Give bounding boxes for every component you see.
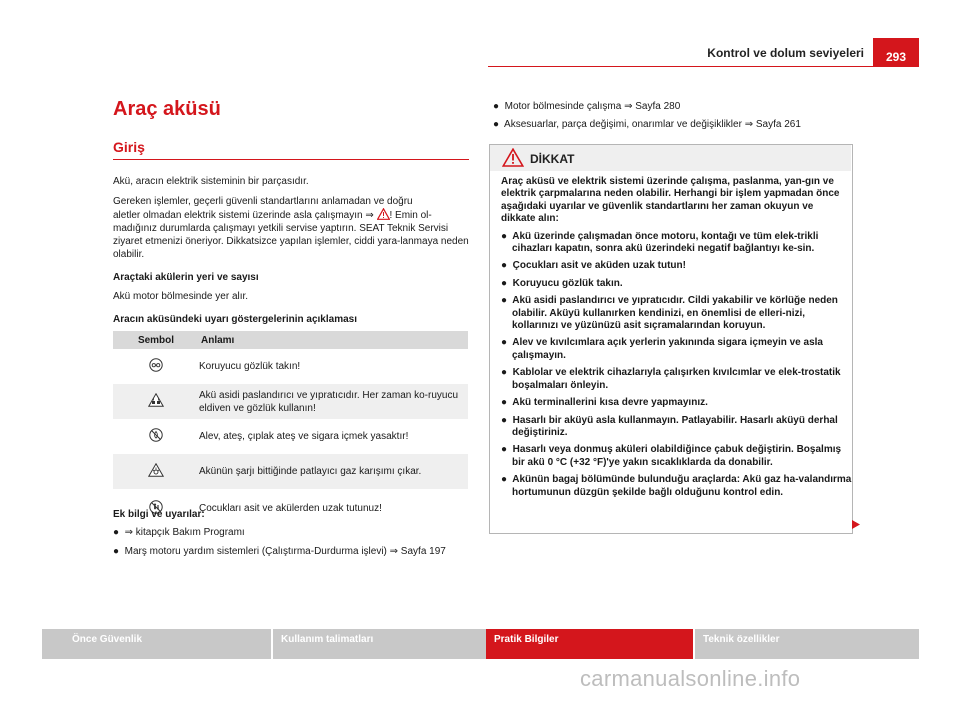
footer-tab-practical[interactable] [486, 629, 693, 659]
continue-arrow-icon [852, 520, 860, 529]
location-heading: Araçtaki akülerin yeri ve sayısı [113, 272, 259, 283]
reference-item-text[interactable]: Motor bölmesinde çalışma ⇒ Sayfa 280 [504, 101, 681, 112]
meaning-cell: Alev, ateş, çıplak ateş ve sigara içmek yasaktır! [199, 431, 409, 442]
footer-tab-label: Teknik özellikler [703, 634, 780, 645]
footer-tab-label: Kullanım talimatları [281, 634, 374, 645]
table-row [113, 454, 468, 489]
table-row [113, 419, 468, 454]
warning-bullet-text: Akü terminallerini kısa devre yapmayınız. [512, 397, 708, 409]
warning-bullet: ● Akü asidi paslandırıcı ve yıpratıcıdır. Cildi yakabilir ve körlüğe neden olabilir. Aküyü kullanırken kendinizi, en önemlisi de elleri-nizi, kollarınızı ve yüzünüzü asit sıçramalarından koruyun. [501, 295, 838, 332]
page-number-badge: 293 [873, 38, 919, 66]
meaning-cell: Akünün şarjı bittiğinde patlayıcı gaz karışımı çıkar. [199, 454, 468, 489]
table-header-row [113, 331, 468, 349]
warning-bullet: ● Hasarlı veya donmuş aküleri olabildiğince çabuk değiştirin. Boşalmış bir akü 0 °C (+32 °F)'ye yakın sıcaklıklarda da donabilir. [501, 444, 842, 468]
header-rule [488, 66, 919, 67]
no-fire-icon [149, 428, 163, 442]
warning-bullet-text: Akünün bagaj bölümünde bulunduğu araçlarda: Akü gaz ha-valandırma hortumunun düzgün şekilde bağlı olduğunu kontrol edin. [512, 474, 852, 498]
column-header-symbol: Sembol [113, 331, 199, 349]
warning-bullet-text: Hasarlı veya donmuş aküleri olabildiğince çabuk değiştirin. Boşalmış bir akü 0 °C (+32 °F)'ye yakın sıcaklıklarda da donabilir. [512, 444, 842, 468]
warning-triangle-icon [377, 208, 390, 220]
explosive-icon [148, 463, 164, 477]
meaning-cell: Akü asidi paslandırıcı ve yıpratıcıdır. Her zaman ko-ruyucu eldiven ve gözlük kullanın! [199, 384, 468, 419]
warning-body [501, 176, 852, 499]
footer-tab-label: Önce Güvenlik [72, 634, 143, 645]
warning-bullet: ● Koruyucu gözlük takın. [501, 277, 623, 289]
subsection-title: Giriş [113, 139, 145, 155]
symbol-cell [113, 419, 199, 454]
warning-bullet-text: Çocukları asit ve aküden uzak tutun! [512, 260, 686, 272]
column-header-meaning: Anlamı [199, 331, 468, 349]
symbol-cell [113, 384, 199, 419]
warning-intro: Araç aküsü ve elektrik sistemi üzerinde çalışma, paslanma, yan-gın ve elektrik çarpmalarına neden olabilir. Herhangi bir işlem yapmadan önce aşağıdaki uyarılar ve güvenlik standartlarını her zaman okuyun ve dikkate alın: [501, 176, 840, 225]
safety-paragraph [113, 195, 469, 261]
location-text: Akü motor bölmesinde yer alır. [113, 291, 249, 302]
running-header-title: Kontrol ve dolum seviyeleri [707, 46, 864, 60]
footer-tab-technical[interactable] [695, 629, 919, 659]
warning-bullet-text: Koruyucu gözlük takın. [512, 277, 623, 289]
symbols-heading: Aracın aküsündeki uyarı göstergelerinin açıklaması [113, 314, 357, 325]
goggles-icon [149, 358, 163, 372]
extra-item-text[interactable]: Marş motoru yardım sistemleri (Çalıştırma-Durdurma işlevi) ⇒ Sayfa 197 [124, 546, 446, 557]
symbol-cell [113, 349, 199, 384]
symbols-table [113, 331, 468, 527]
safety-paragraph-line2 [113, 208, 469, 222]
reference-item: ● Motor bölmesinde çalışma ⇒ Sayfa 280 [493, 101, 681, 112]
corrosive-icon [148, 393, 164, 407]
watermark: carmanualsonline.info [580, 666, 801, 691]
warning-bullet-text: Akü üzerinde çalışmadan önce motoru, kontağı ve tüm elek-trikli cihazları kapatın, sonra akü üzerindeki negatif bağlantıyı ke-sin. [512, 230, 819, 255]
warning-bullet: ● Kablolar ve elektrik cihazlarıyla çalışırken kıvılcımlar ve elek-trostatik boşalmaları önleyin. [501, 367, 841, 391]
warning-bullet: ● Hasarlı bir aküyü asla kullanmayın. Patlayabilir. Hasarlı aküyü derhal değiştiriniz. [501, 414, 838, 438]
reference-item-text[interactable]: Aksesuarlar, parça değişimi, onarımlar ve değişiklikler ⇒ Sayfa 261 [504, 119, 801, 130]
safety-paragraph-line1: Gereken işlemler, geçerli güvenli standartlarını anlamadan ve doğru [113, 196, 413, 207]
warning-title: DİKKAT [530, 152, 575, 166]
warning-bullet-text: Kablolar ve elektrik cihazlarıyla çalışırken kıvılcımlar ve elek-trostatik boşalmaları önleyin. [512, 367, 841, 391]
meaning-cell: Koruyucu gözlük takın! [199, 361, 301, 372]
extra-item: ● Marş motoru yardım sistemleri (Çalıştırma-Durdurma işlevi) ⇒ Sayfa 197 [113, 546, 446, 557]
subsection-rule [113, 159, 469, 160]
table-row [113, 384, 468, 419]
warning-bullet-text: Alev ve kıvılcımlara açık yerlerin yakınında sigara içmeyin ve asla çalışmayın. [512, 337, 823, 361]
warning-bullet-text: Hasarlı bir aküyü asla kullanmayın. Patlayabilir. Hasarlı aküyü derhal değiştiriniz. [512, 414, 838, 438]
warning-bullet: ● Akü üzerinde çalışmadan önce motoru, kontağı ve tüm elek-trikli cihazları kapatın, sonra akü üzerindeki negatif bağlantıyı ke-sin. [501, 230, 819, 255]
safety-paragraph-rest: madığınız durumlarda çalışmayı yetkili servise yaptırın. SEAT Teknik Servisi ziyaret etmenizi öneriyor. Dikkatsizce yapılan işlemler, ciddi yara-lanmaya neden olabilir. [113, 223, 469, 260]
warning-bullet: ● Akü terminallerini kısa devre yapmayınız. [501, 397, 708, 409]
meaning-cell: Çocukları asit ve akülerden uzak tutunuz! [199, 502, 382, 514]
reference-item: ● Aksesuarlar, parça değişimi, onarımlar ve değişiklikler ⇒ Sayfa 261 [493, 119, 801, 130]
footer-tab-label: Pratik Bilgiler [494, 634, 559, 645]
table-row [113, 349, 468, 384]
warning-bullet-text: Akü asidi paslandırıcı ve yıpratıcıdır. Cildi yakabilir ve körlüğe neden olabilir. Aküyü kullanırken kendinizi, en önemlisi de elleri-nizi, kollarınızı ve yüzünüzü asit sıçramalarından koruyun. [512, 295, 838, 332]
safety-paragraph-line2b: ! Emin ol- [389, 210, 432, 221]
footer-tab-safety[interactable] [42, 629, 271, 659]
symbol-cell [113, 454, 199, 489]
extra-heading: Ek bilgi ve uyarılar: [113, 509, 205, 520]
warning-bullet: ● Akünün bagaj bölümünde bulunduğu araçlarda: Akü gaz ha-valandırma hortumunun düzgün şekilde bağlı olduğunu kontrol edin. [501, 474, 852, 498]
warning-bullet: ● Çocukları asit ve aküden uzak tutun! [501, 260, 686, 272]
intro-text: Akü, aracın elektrik sisteminin bir parçasıdır. [113, 176, 309, 187]
extra-item: ● ⇒ kitapçık Bakım Programı [113, 527, 245, 538]
extra-item-text[interactable]: ⇒ kitapçık Bakım Programı [124, 527, 245, 538]
section-title: Araç aküsü [113, 98, 221, 120]
warning-bullet: ● Alev ve kıvılcımlara açık yerlerin yakınında sigara içmeyin ve asla çalışmayın. [501, 337, 823, 361]
warning-triangle-icon [502, 148, 524, 167]
safety-paragraph-line2a: aletler olmadan elektrik sistemi üzerinde asla çalışmayın ⇒ [113, 210, 374, 221]
